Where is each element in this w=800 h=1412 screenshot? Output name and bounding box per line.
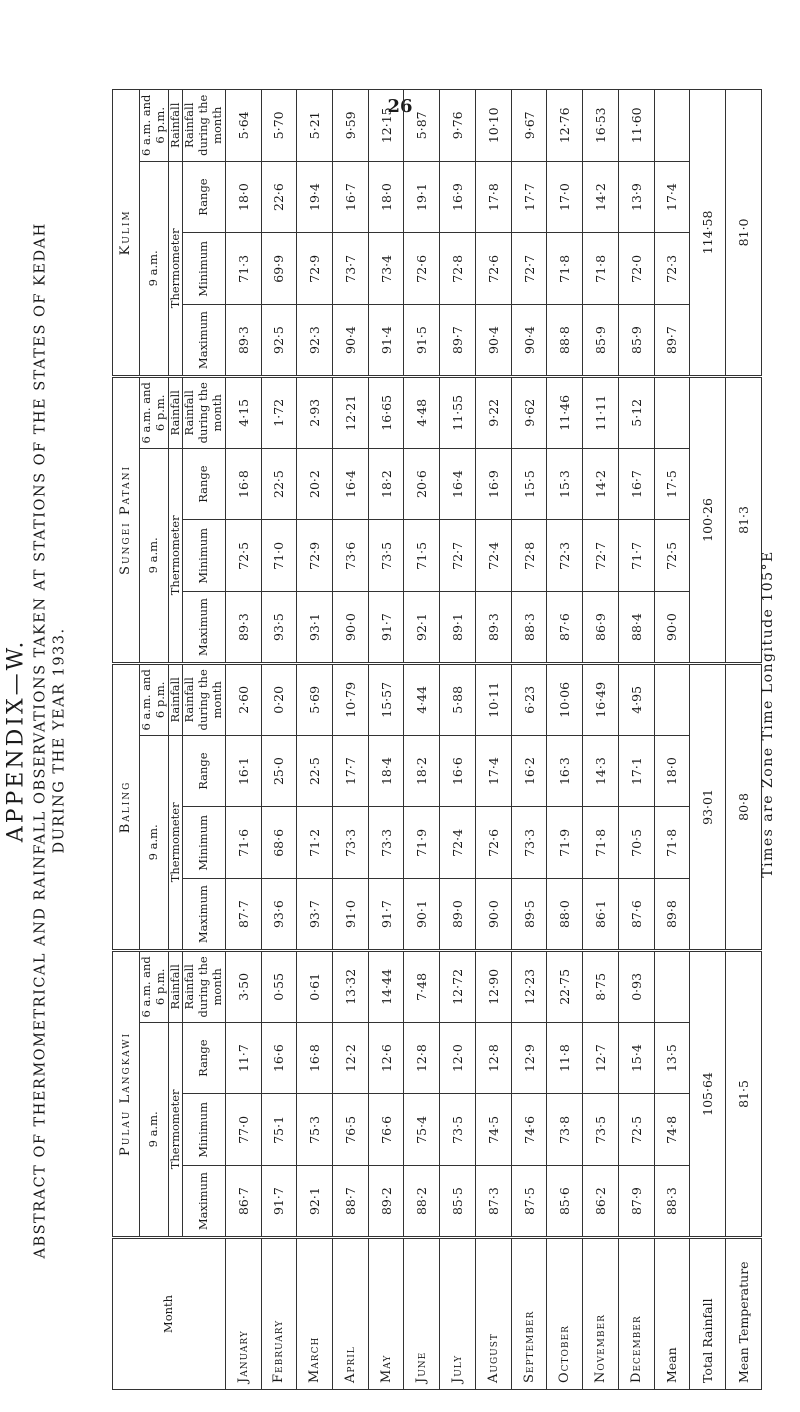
data-cell: 5·64 [225,89,261,161]
month-label: May [368,1238,404,1390]
data-cell: 20·2 [297,448,333,520]
data-cell: 87·6 [547,592,583,664]
data-cell: 73·3 [368,807,404,879]
data-cell: 86·7 [225,1166,261,1238]
data-cell: 85·5 [440,1166,476,1238]
data-cell: 88·4 [618,592,654,664]
data-cell: 73·5 [583,1094,619,1166]
data-cell: 86·2 [583,1166,619,1238]
mean-temperature-cell: 81·5 [726,950,762,1237]
table-row [225,89,261,1389]
data-cell: 22·75 [547,950,583,1022]
data-cell: 22·5 [297,735,333,807]
data-cell: 73·7 [332,233,368,305]
data-cell: 11·7 [225,1022,261,1094]
data-cell: 16·4 [332,448,368,520]
total-rainfall-label: Total Rainfall [690,1238,726,1390]
data-cell: 72·9 [297,520,333,592]
mean-cell: 17·4 [654,161,690,233]
data-cell: 16·2 [511,735,547,807]
data-cell: 10·11 [475,663,511,735]
station-pulau-langkawi: Pulau Langkawi [113,950,140,1237]
data-cell: 2·93 [297,376,333,448]
data-cell: 92·5 [261,305,297,377]
data-cell: 16·6 [440,735,476,807]
data-cell: 19·1 [404,161,440,233]
data-cell: 72·7 [583,520,619,592]
data-cell: 72·0 [618,233,654,305]
data-cell: 16·3 [547,735,583,807]
rain-month-header: Rainfall during the month [183,663,225,735]
data-cell: 17·8 [475,161,511,233]
data-cell: 89·3 [225,305,261,377]
data-cell: 73·5 [368,520,404,592]
data-cell: 15·4 [618,1022,654,1094]
time-header: 9 a.m. [140,1022,169,1237]
data-cell: 71·6 [225,807,261,879]
data-cell: 68·6 [261,807,297,879]
data-cell: 5·87 [404,89,440,161]
data-cell: 72·8 [511,520,547,592]
data-cell: 9·22 [475,376,511,448]
maximum-header: Maximum [183,305,225,377]
data-cell: 93·6 [261,879,297,951]
table-row [618,89,654,1389]
data-cell: 71·5 [404,520,440,592]
data-cell: 72·3 [547,520,583,592]
month-label: September [511,1238,547,1390]
table-row [547,89,583,1389]
data-cell: 17·7 [332,735,368,807]
data-cell: 2·60 [225,663,261,735]
data-cell: 89·5 [511,879,547,951]
data-cell: 91·4 [368,305,404,377]
data-cell: 87·6 [618,879,654,951]
zone-time-note: Times are Zone Time Longitude 105°E [760,550,776,878]
data-cell: 90·4 [511,305,547,377]
data-cell: 16·9 [475,448,511,520]
data-cell: 4·95 [618,663,654,735]
mean-cell: 17·5 [654,448,690,520]
data-cell: 87·9 [618,1166,654,1238]
data-cell: 92·1 [297,1166,333,1238]
minimum-header: Minimum [183,807,225,879]
maximum-header: Maximum [183,879,225,951]
data-cell: 71·8 [583,807,619,879]
data-cell: 12·6 [368,1022,404,1094]
time-header: 6 a.m. and 6 p.m. [140,89,169,161]
data-cell: 18·0 [368,161,404,233]
table-row [332,89,368,1389]
data-cell: 88·0 [547,879,583,951]
range-header: Range [183,161,225,233]
thermometer-header: Thermometer [168,735,183,950]
data-cell: 14·44 [368,950,404,1022]
data-cell: 72·4 [440,807,476,879]
data-cell: 12·76 [547,89,583,161]
appendix-heading: APPENDIX—W. [3,638,29,843]
data-cell: 14·2 [583,161,619,233]
month-label: January [225,1238,261,1390]
data-cell: 86·9 [583,592,619,664]
data-cell: 5·88 [440,663,476,735]
table-row [583,89,619,1389]
time-header: 6 a.m. and 6 p.m. [140,950,169,1022]
data-cell: 87·7 [225,879,261,951]
mean-temperature-row [726,89,762,1389]
time-header: 9 a.m. [140,735,169,950]
mean-cell: 74·8 [654,1094,690,1166]
table-row [511,89,547,1389]
data-cell: 71·8 [583,233,619,305]
data-cell: 89·7 [440,305,476,377]
data-cell: 72·5 [618,1094,654,1166]
data-cell: 16·65 [368,376,404,448]
data-cell: 17·1 [618,735,654,807]
maximum-header: Maximum [183,1166,225,1238]
data-cell: 11·8 [547,1022,583,1094]
data-cell: 13·9 [618,161,654,233]
data-cell: 12·7 [583,1022,619,1094]
minimum-header: Minimum [183,520,225,592]
data-cell: 91·7 [368,592,404,664]
data-cell: 72·5 [225,520,261,592]
mean-cell: 89·8 [654,879,690,951]
data-cell: 74·5 [475,1094,511,1166]
data-cell: 72·6 [404,233,440,305]
data-cell: 12·15 [368,89,404,161]
month-label: November [583,1238,619,1390]
data-cell: 13·32 [332,950,368,1022]
table-body [225,89,761,1389]
table-row [297,89,333,1389]
mean-cell: 90·0 [654,592,690,664]
data-cell: 71·0 [261,520,297,592]
data-cell: 16·9 [440,161,476,233]
mean-cell: 88·3 [654,1166,690,1238]
minimum-header: Minimum [183,233,225,305]
data-cell: 88·3 [511,592,547,664]
mean-cell: 18·0 [654,735,690,807]
month-label: April [332,1238,368,1390]
data-cell: 85·6 [547,1166,583,1238]
table-row [475,89,511,1389]
time-header: 6 a.m. and 6 p.m. [140,663,169,735]
station-kulim: Kulim [113,89,140,376]
data-cell: 12·72 [440,950,476,1022]
month-label: December [618,1238,654,1390]
data-cell: 90·4 [332,305,368,377]
data-cell: 76·6 [368,1094,404,1166]
data-cell: 10·79 [332,663,368,735]
mean-cell [654,663,690,735]
data-cell: 91·5 [404,305,440,377]
data-cell: 8·75 [583,950,619,1022]
observations-table [112,89,762,1390]
range-header: Range [183,1022,225,1094]
data-cell: 75·1 [261,1094,297,1166]
data-cell: 71·9 [404,807,440,879]
data-cell: 14·3 [583,735,619,807]
data-cell: 11·55 [440,376,476,448]
data-cell: 89·3 [475,592,511,664]
data-cell: 5·21 [297,89,333,161]
data-cell: 75·3 [297,1094,333,1166]
minimum-header: Minimum [183,1094,225,1166]
data-cell: 72·6 [475,807,511,879]
data-cell: 17·4 [475,735,511,807]
data-cell: 1·72 [261,376,297,448]
month-label: August [475,1238,511,1390]
data-cell: 69·9 [261,233,297,305]
data-cell: 77·0 [225,1094,261,1166]
table-row [261,89,297,1389]
data-cell: 89·1 [440,592,476,664]
data-cell: 18·2 [368,448,404,520]
data-cell: 88·7 [332,1166,368,1238]
data-cell: 88·8 [547,305,583,377]
total-rainfall-cell: 114·58 [690,89,726,376]
rainfall-header: Rainfall [168,950,183,1022]
data-cell: 12·90 [475,950,511,1022]
maximum-header: Maximum [183,592,225,664]
thermometer-header: Thermometer [168,161,183,376]
data-cell: 9·67 [511,89,547,161]
data-cell: 73·3 [511,807,547,879]
data-cell: 75·4 [404,1094,440,1166]
data-cell: 14·2 [583,448,619,520]
data-cell: 5·70 [261,89,297,161]
station-baling: Baling [113,663,140,950]
mean-cell: 71·8 [654,807,690,879]
mean-cell [654,89,690,161]
data-cell: 11·46 [547,376,583,448]
mean-temperature-cell: 81·0 [726,89,762,376]
thermometer-header: Thermometer [168,1022,183,1237]
data-cell: 16·8 [225,448,261,520]
month-label: March [297,1238,333,1390]
data-cell: 71·8 [547,233,583,305]
data-cell: 16·53 [583,89,619,161]
range-header: Range [183,448,225,520]
page-title [2,90,71,1390]
data-cell: 11·60 [618,89,654,161]
data-cell: 72·8 [440,233,476,305]
data-cell: 18·4 [368,735,404,807]
rain-month-header: Rainfall during the month [183,950,225,1022]
total-rainfall-cell: 100·26 [690,376,726,663]
data-cell: 71·9 [547,807,583,879]
rain-month-header: Rainfall during the month [183,89,225,161]
data-cell: 90·1 [404,879,440,951]
data-cell: 72·4 [475,520,511,592]
data-cell: 0·20 [261,663,297,735]
data-cell: 72·7 [511,233,547,305]
data-cell: 4·48 [404,376,440,448]
station-sungei-patani: Sungei Patani [113,376,140,663]
data-cell: 89·2 [368,1166,404,1238]
month-label: July [440,1238,476,1390]
mean-cell: 89·7 [654,305,690,377]
data-cell: 73·8 [547,1094,583,1166]
total-rainfall-row [690,89,726,1389]
rainfall-header: Rainfall [168,376,183,448]
data-cell: 88·2 [404,1166,440,1238]
data-cell: 93·5 [261,592,297,664]
table-row [404,89,440,1389]
data-cell: 73·5 [440,1094,476,1166]
month-label: June [404,1238,440,1390]
rainfall-header: Rainfall [168,89,183,161]
data-cell: 16·7 [618,448,654,520]
data-cell: 4·15 [225,376,261,448]
mean-label: Mean [654,1238,690,1390]
data-cell: 12·0 [440,1022,476,1094]
total-rainfall-cell: 93·01 [690,663,726,950]
data-cell: 89·0 [440,879,476,951]
data-cell: 7·48 [404,950,440,1022]
data-cell: 85·9 [618,305,654,377]
observations-table-container [112,90,762,1390]
data-cell: 12·2 [332,1022,368,1094]
data-cell: 19·4 [297,161,333,233]
data-cell: 5·69 [297,663,333,735]
mean-cell: 13·5 [654,1022,690,1094]
data-cell: 6·23 [511,663,547,735]
data-cell: 71·3 [225,233,261,305]
data-cell: 16·4 [440,448,476,520]
data-cell: 12·21 [332,376,368,448]
data-cell: 73·6 [332,520,368,592]
data-cell: 91·7 [368,879,404,951]
table-row [368,89,404,1389]
data-cell: 9·59 [332,89,368,161]
time-header: 9 a.m. [140,161,169,376]
mean-temperature-label: Mean Temperature [726,1238,762,1390]
month-header: Month [113,1238,226,1390]
time-header: 9 a.m. [140,448,169,663]
data-cell: 12·8 [475,1022,511,1094]
data-cell: 0·61 [297,950,333,1022]
table-row [440,89,476,1389]
data-cell: 89·3 [225,592,261,664]
data-cell: 91·0 [332,879,368,951]
page-number: 26 [387,96,413,117]
data-cell: 15·57 [368,663,404,735]
data-cell: 86·1 [583,879,619,951]
data-cell: 10·06 [547,663,583,735]
data-cell: 10·10 [475,89,511,161]
mean-cell: 72·5 [654,520,690,592]
data-cell: 12·9 [511,1022,547,1094]
month-label: October [547,1238,583,1390]
data-cell: 17·7 [511,161,547,233]
month-label: February [261,1238,297,1390]
data-cell: 73·4 [368,233,404,305]
data-cell: 3·50 [225,950,261,1022]
data-cell: 93·7 [297,879,333,951]
data-cell: 12·23 [511,950,547,1022]
mean-cell [654,950,690,1022]
data-cell: 73·3 [332,807,368,879]
data-cell: 17·0 [547,161,583,233]
data-cell: 5·12 [618,376,654,448]
data-cell: 9·76 [440,89,476,161]
mean-cell [654,376,690,448]
mean-temperature-cell: 80·8 [726,663,762,950]
data-cell: 12·8 [404,1022,440,1094]
data-cell: 11·11 [583,376,619,448]
data-cell: 25·0 [261,735,297,807]
rain-month-header: Rainfall during the month [183,376,225,448]
data-cell: 0·93 [618,950,654,1022]
data-cell: 93·1 [297,592,333,664]
data-cell: 91·7 [261,1166,297,1238]
time-header: 6 a.m. and 6 p.m. [140,376,169,448]
data-cell: 16·6 [261,1022,297,1094]
data-cell: 18·0 [225,161,261,233]
mean-temperature-cell: 81·3 [726,376,762,663]
data-cell: 72·7 [440,520,476,592]
mean-row [654,89,690,1389]
data-cell: 16·8 [297,1022,333,1094]
range-header: Range [183,735,225,807]
title-line-1: ABSTRACT OF THERMOMETRICAL AND RAINFALL OBSERVATIONS TAKEN AT STATIONS OF THE STATES OF KEDAH [32,222,49,1259]
data-cell: 72·9 [297,233,333,305]
data-cell: 18·2 [404,735,440,807]
data-cell: 90·4 [475,305,511,377]
data-cell: 22·5 [261,448,297,520]
data-cell: 76·5 [332,1094,368,1166]
data-cell: 71·2 [297,807,333,879]
data-cell: 87·5 [511,1166,547,1238]
data-cell: 16·1 [225,735,261,807]
data-cell: 0·55 [261,950,297,1022]
data-cell: 85·9 [583,305,619,377]
data-cell: 74·6 [511,1094,547,1166]
rainfall-header: Rainfall [168,663,183,735]
data-cell: 20·6 [404,448,440,520]
data-cell: 9·62 [511,376,547,448]
data-cell: 70·5 [618,807,654,879]
data-cell: 92·1 [404,592,440,664]
data-cell: 90·0 [475,879,511,951]
thermometer-header: Thermometer [168,448,183,663]
data-cell: 16·7 [332,161,368,233]
title-line-2: DURING THE YEAR 1933. [51,627,68,854]
total-rainfall-cell: 105·64 [690,950,726,1237]
data-cell: 90·0 [332,592,368,664]
data-cell: 22·6 [261,161,297,233]
data-cell: 72·6 [475,233,511,305]
data-cell: 71·7 [618,520,654,592]
data-cell: 15·5 [511,448,547,520]
data-cell: 87·3 [475,1166,511,1238]
mean-cell: 72·3 [654,233,690,305]
data-cell: 16·49 [583,663,619,735]
data-cell: 92·3 [297,305,333,377]
data-cell: 15·3 [547,448,583,520]
data-cell: 4·44 [404,663,440,735]
